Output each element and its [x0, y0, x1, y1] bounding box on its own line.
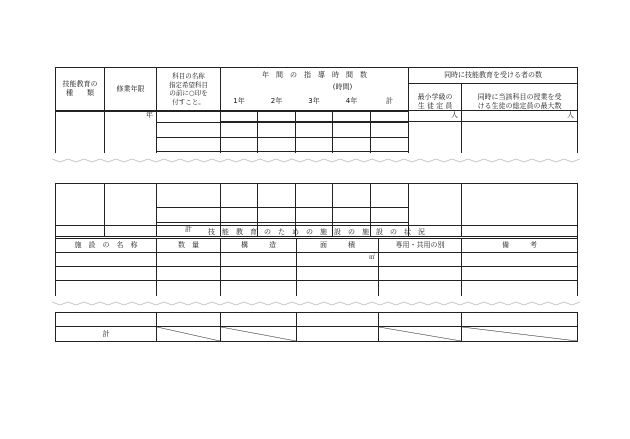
- diagonal-slash: [221, 327, 296, 341]
- hours-cell[interactable]: [221, 123, 258, 138]
- hours-cell[interactable]: [333, 111, 371, 123]
- hours-cell[interactable]: [221, 208, 258, 223]
- year4-header: 4年: [333, 96, 371, 106]
- table1-continuation-break: [52, 153, 580, 183]
- usage-type-total-cell: [379, 327, 462, 342]
- facility-name-cell[interactable]: [56, 253, 157, 267]
- remarks-cell[interactable]: [462, 267, 578, 281]
- diagonal-slash: [462, 327, 577, 341]
- area-cell[interactable]: [297, 253, 379, 267]
- concurrent-header: 同時に技能教育を受ける者の数: [409, 68, 578, 84]
- hours-unit: (時間): [332, 83, 353, 91]
- quantity-cell[interactable]: [157, 253, 221, 267]
- facility-total-label: [56, 327, 157, 342]
- hours-cell[interactable]: [258, 138, 296, 152]
- structure-cell[interactable]: [221, 281, 297, 297]
- quantity-cell[interactable]: [157, 281, 221, 297]
- course-type-header: 技能教育の 種 類: [56, 68, 105, 112]
- year-unit: 年: [146, 111, 153, 119]
- hours-cell[interactable]: [371, 123, 409, 138]
- subject-cell[interactable]: [157, 111, 221, 123]
- usage-type-cell[interactable]: [379, 253, 462, 267]
- table2-continuation-break: [52, 296, 580, 312]
- person-unit: 人: [451, 111, 458, 119]
- hours-cell[interactable]: [258, 111, 296, 123]
- hours-cell[interactable]: [221, 111, 258, 123]
- hours-cell[interactable]: [371, 208, 409, 223]
- facility-title: 技 能 教 育 の た め の 施 設 の 施 設 の 状 況: [56, 226, 578, 239]
- hours-total-header: 計: [371, 96, 409, 106]
- table1-rule: [55, 183, 578, 184]
- hours-cell[interactable]: [333, 208, 371, 223]
- hours-cell[interactable]: [333, 123, 371, 138]
- duration-header: 修業年限: [105, 68, 157, 112]
- year1-header: 1年: [221, 96, 258, 106]
- min-capacity-header: 最小学級の 生 徒 定 員: [409, 83, 462, 121]
- diagonal-slash: [157, 327, 220, 341]
- facility-name-header: 施 設 の 名 称: [56, 239, 157, 253]
- facility-name-cell[interactable]: [56, 281, 157, 297]
- hours-cell[interactable]: [258, 123, 296, 138]
- total-label: 計: [102, 329, 110, 338]
- facility-name-cell[interactable]: [56, 267, 157, 281]
- structure-cell[interactable]: [221, 267, 297, 281]
- person-unit: 人: [567, 111, 574, 119]
- hours-cell[interactable]: [371, 138, 409, 152]
- facility-table: [55, 225, 578, 342]
- usage-type-cell[interactable]: [379, 267, 462, 281]
- area-header: 面 積: [297, 239, 379, 253]
- structure-header: 構 造: [221, 239, 297, 253]
- subject-cell[interactable]: [157, 123, 221, 138]
- remarks-header: 備 考: [462, 239, 578, 253]
- quantity-cell[interactable]: [157, 267, 221, 281]
- table2-rule: [55, 312, 578, 313]
- total-label: 計: [185, 225, 192, 233]
- max-total-header: 同時に当該科目の授業を受 ける生徒の総定員の最大数: [462, 83, 578, 121]
- area-cell[interactable]: [297, 281, 379, 297]
- year3-header: 3年: [296, 96, 333, 106]
- remarks-cell[interactable]: [462, 281, 578, 297]
- subject-cell[interactable]: [157, 138, 221, 152]
- year2-header: 2年: [258, 96, 296, 106]
- area-unit: ㎡: [368, 254, 375, 261]
- annual-hours-title: 年 間 の 指 導 時 間 数: [262, 71, 368, 79]
- structure-total-cell: [221, 327, 297, 342]
- usage-type-header: 専用・共用の別: [379, 239, 462, 253]
- hours-cell[interactable]: [296, 138, 333, 152]
- diagonal-slash: [379, 327, 461, 341]
- annual-hours-header: [221, 68, 409, 84]
- usage-type-cell[interactable]: [379, 281, 462, 297]
- remarks-total-cell: [462, 327, 578, 342]
- hours-cell[interactable]: [296, 123, 333, 138]
- quantity-header: 数 量: [157, 239, 221, 253]
- hours-cell[interactable]: [296, 208, 333, 223]
- area-total-cell[interactable]: [297, 327, 379, 342]
- structure-cell[interactable]: [221, 253, 297, 267]
- hours-cell[interactable]: [371, 111, 409, 123]
- hours-cell[interactable]: [296, 111, 333, 123]
- subject-header: 科目の名称 指定希望科目 の前に○印を 付すこと。: [157, 68, 221, 112]
- remarks-cell[interactable]: [462, 253, 578, 267]
- hours-cell[interactable]: [221, 138, 258, 152]
- hours-cell[interactable]: [258, 208, 296, 223]
- subject-cell[interactable]: [157, 208, 221, 223]
- hours-cell[interactable]: [333, 138, 371, 152]
- quantity-total-cell: [157, 327, 221, 342]
- area-cell[interactable]: [297, 267, 379, 281]
